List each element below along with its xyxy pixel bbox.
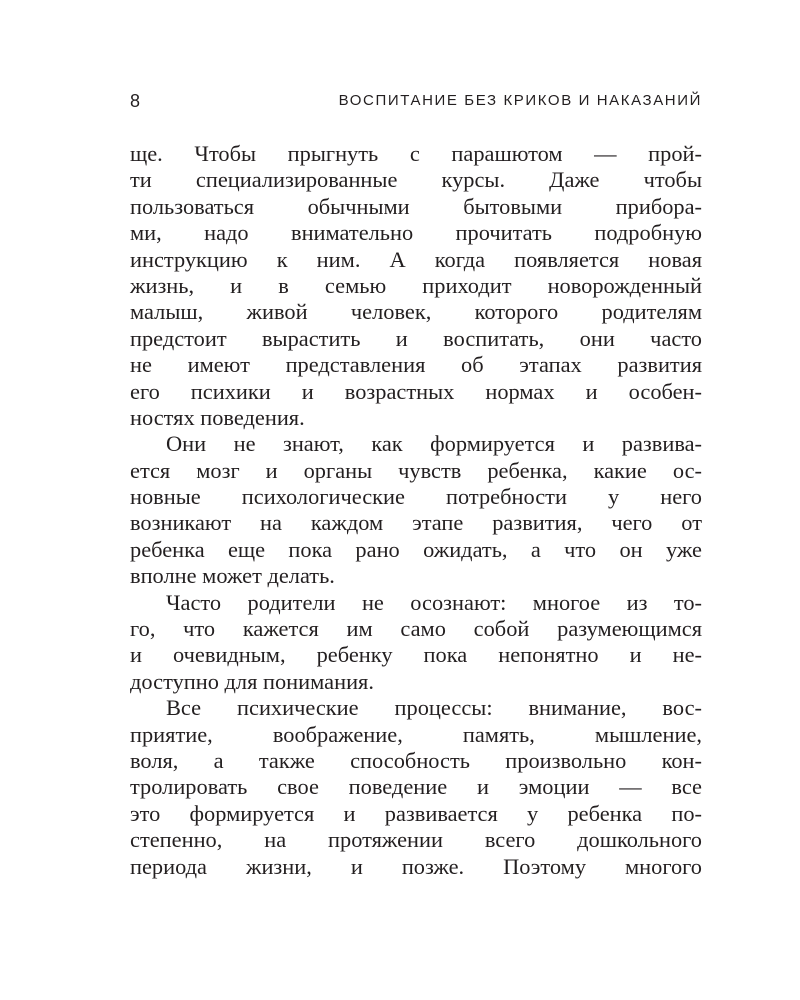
body-text [130, 141, 702, 880]
page-number: 8 [130, 91, 141, 111]
text-line: приятие, воображение, память, мышление, [130, 721, 702, 747]
text-line: Все психические процессы: внимание, вос- [166, 695, 702, 721]
text-line: ми, надо внимательно прочитать подробную [130, 220, 702, 246]
text-line: пользоваться обычными бытовыми прибора- [130, 193, 702, 219]
text-line: инструкцию к ним. А когда появляется новая [130, 246, 702, 272]
text-line: Они не знают, как формируется и развива- [166, 431, 702, 457]
text-line: не имеют представления об этапах развития [130, 352, 702, 378]
text-line: доступно для понимания. [130, 668, 374, 694]
text-line: тролировать свое поведение и эмоции — все [130, 774, 702, 800]
text-line: предстоит вырастить и воспитать, они часто [130, 325, 702, 351]
text-line: жизнь, и в семью приходит новорожденный [130, 272, 702, 298]
text-line: ребенка еще пока рано ожидать, а что он уже [130, 536, 702, 562]
text-line: вполне может делать. [130, 563, 335, 589]
paragraph-2 [130, 431, 702, 589]
book-title: ВОСПИТАНИЕ БЕЗ КРИКОВ И НАКАЗАНИЙ [338, 92, 702, 109]
text-line: го, что кажется им само собой разумеющимся [130, 616, 702, 642]
text-line: малыш, живой человек, которого родителям [130, 299, 702, 325]
text-line: его психики и возрастных нормах и особен- [130, 378, 702, 404]
text-line: новные психологические потребности у него [130, 484, 702, 510]
text-line: и очевидным, ребенку пока непонятно и не- [130, 642, 702, 668]
text-line: ется мозг и органы чувств ребенка, какие ос- [130, 457, 702, 483]
text-line: ще. Чтобы прыгнуть с парашютом — прой- [130, 141, 702, 166]
running-header [130, 90, 702, 112]
paragraph-3 [130, 590, 702, 696]
text-line: степенно, на протяжении всего дошкольного [130, 827, 702, 853]
text-line: периода жизни, и позже. Поэтому многого [130, 853, 702, 879]
text-line: ти специализированные курсы. Даже чтобы [130, 167, 702, 193]
text-line: воля, а также способность произвольно кон- [130, 747, 702, 773]
text-line: Часто родители не осознают: многое из то- [166, 589, 702, 615]
text-line: ностях поведения. [130, 404, 305, 430]
text-line: возникают на каждом этапе развития, чего от [130, 510, 702, 536]
paragraph-4 [130, 695, 702, 880]
text-line: это формируется и развивается у ребенка по- [130, 800, 702, 826]
paragraph-1 [130, 141, 702, 431]
